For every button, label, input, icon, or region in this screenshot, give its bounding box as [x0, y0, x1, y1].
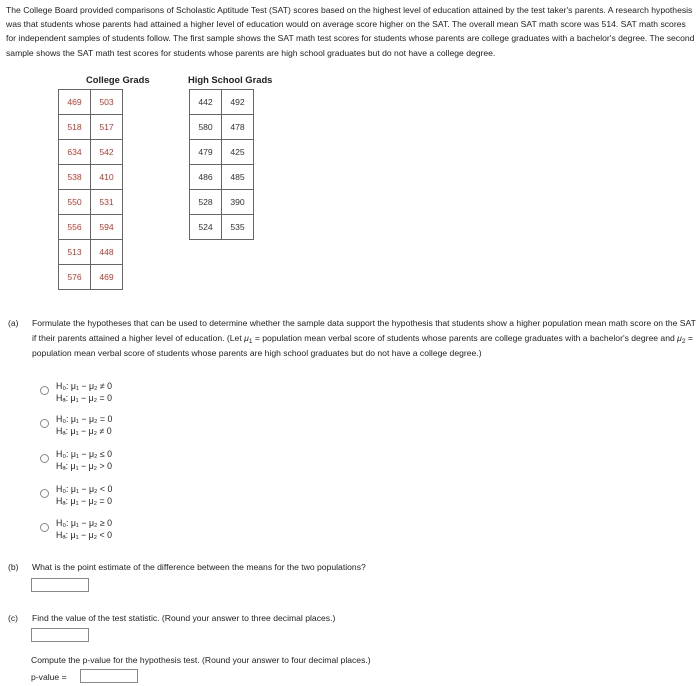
college-grads-cell: 410: [91, 165, 123, 190]
pvalue-label: p-value =: [31, 672, 67, 682]
college-grads-row: [59, 140, 123, 165]
null-hypothesis: H₀: μ₁ − μ₂ ≤ 0: [56, 449, 113, 459]
college-grads-cell: 513: [59, 240, 91, 265]
test-statistic-input[interactable]: [31, 628, 89, 642]
college-grads-heading: College Grads: [86, 74, 150, 85]
radio-button-icon[interactable]: [40, 386, 49, 395]
high-school-grads-cell: 478: [222, 115, 254, 140]
high-school-grads-heading: High School Grads: [188, 74, 273, 85]
high-school-grads-row: [190, 140, 254, 165]
radio-button-icon[interactable]: [40, 489, 49, 498]
part-c: [8, 611, 698, 626]
college-grads-cell: 538: [59, 165, 91, 190]
college-grads-row: [59, 190, 123, 215]
college-grads-cell: 594: [91, 215, 123, 240]
high-school-grads-row: [190, 165, 254, 190]
part-b-label: (b): [8, 562, 19, 572]
part-a: [8, 316, 698, 376]
radio-button-icon[interactable]: [40, 454, 49, 463]
high-school-grads-cell: 528: [190, 190, 222, 215]
high-school-grads-cell: 425: [222, 140, 254, 165]
college-grads-row: [59, 115, 123, 140]
high-school-grads-cell: 524: [190, 215, 222, 240]
high-school-grads-row: [190, 190, 254, 215]
college-grads-cell: 517: [91, 115, 123, 140]
part-c-question: Find the value of the test statistic. (Round your answer to three decimal places.): [32, 613, 336, 623]
alternative-hypothesis: Hₐ: μ₁ − μ₂ < 0: [56, 530, 112, 540]
high-school-grads-cell: 442: [190, 90, 222, 115]
college-grads-table: [58, 89, 123, 290]
college-grads-row: [59, 90, 123, 115]
college-grads-cell: 448: [91, 240, 123, 265]
problem-intro: The College Board provided comparisons of Scholastic Aptitude Test (SAT) scores based on the highest level of education attained by the test taker's parents. A research hypothesis was that students whose parents had attained a higher level of education would on average score higher on the SAT. The overall mean SAT math score was 514. SAT math scores for independent samples of students follow. The first sample shows the SAT math test scores for students whose parents are college graduates with a bachelor's degree. The second sample shows the SAT math test scores for students whose parents are high school graduates but do not have a college degree.: [6, 5, 695, 58]
college-grads-cell: 576: [59, 265, 91, 290]
radio-button-icon[interactable]: [40, 419, 49, 428]
college-grads-cell: 531: [91, 190, 123, 215]
part-a-question: Formulate the hypotheses that can be used to determine whether the sample data support the hypothesis that students show a higher population mean math score on the SAT if their parents attained a higher level of education. (Let $\mu_1$ = population mean verbal score of students whose parents are college graduates with a bachelor's degree and $\mu_2$ = population mean verbal score of students whose parents are high school graduates but do not have a college degree.): [32, 318, 696, 358]
null-hypothesis: H₀: μ₁ − μ₂ ≥ 0: [56, 518, 113, 528]
college-grads-row: [59, 265, 123, 290]
college-grads-cell: 550: [59, 190, 91, 215]
pvalue-question: Compute the p-value for the hypothesis test. (Round your answer to four decimal places.): [31, 655, 371, 665]
high-school-grads-cell: 492: [222, 90, 254, 115]
high-school-grads-row: [190, 215, 254, 240]
college-grads-cell: 503: [91, 90, 123, 115]
high-school-grads-row: [190, 90, 254, 115]
high-school-grads-cell: 580: [190, 115, 222, 140]
college-grads-row: [59, 240, 123, 265]
college-grads-row: [59, 165, 123, 190]
null-hypothesis: H₀: μ₁ − μ₂ < 0: [56, 484, 113, 494]
college-grads-cell: 469: [59, 90, 91, 115]
alternative-hypothesis: Hₐ: μ₁ − μ₂ > 0: [56, 461, 112, 471]
point-estimate-input[interactable]: [31, 578, 89, 592]
college-grads-cell: 556: [59, 215, 91, 240]
null-hypothesis: H₀: μ₁ − μ₂ = 0: [56, 414, 113, 424]
part-b-question: What is the point estimate of the difference between the means for the two populations?: [32, 562, 366, 572]
part-b: [8, 560, 698, 575]
pvalue-input[interactable]: [80, 669, 138, 683]
college-grads-cell: 542: [91, 140, 123, 165]
alternative-hypothesis: Hₐ: μ₁ − μ₂ ≠ 0: [56, 426, 112, 436]
college-grads-cell: 518: [59, 115, 91, 140]
high-school-grads-table: [189, 89, 254, 240]
null-hypothesis: H₀: μ₁ − μ₂ ≠ 0: [56, 381, 113, 391]
part-c-label: (c): [8, 613, 19, 623]
radio-button-icon[interactable]: [40, 523, 49, 532]
high-school-grads-cell: 390: [222, 190, 254, 215]
high-school-grads-cell: 479: [190, 140, 222, 165]
college-grads-cell: 634: [59, 140, 91, 165]
high-school-grads-row: [190, 115, 254, 140]
alternative-hypothesis: Hₐ: μ₁ − μ₂ = 0: [56, 393, 112, 403]
high-school-grads-cell: 535: [222, 215, 254, 240]
college-grads-row: [59, 215, 123, 240]
high-school-grads-cell: 485: [222, 165, 254, 190]
high-school-grads-cell: 486: [190, 165, 222, 190]
alternative-hypothesis: Hₐ: μ₁ − μ₂ = 0: [56, 496, 112, 506]
part-a-label: (a): [8, 318, 19, 328]
college-grads-cell: 469: [91, 265, 123, 290]
